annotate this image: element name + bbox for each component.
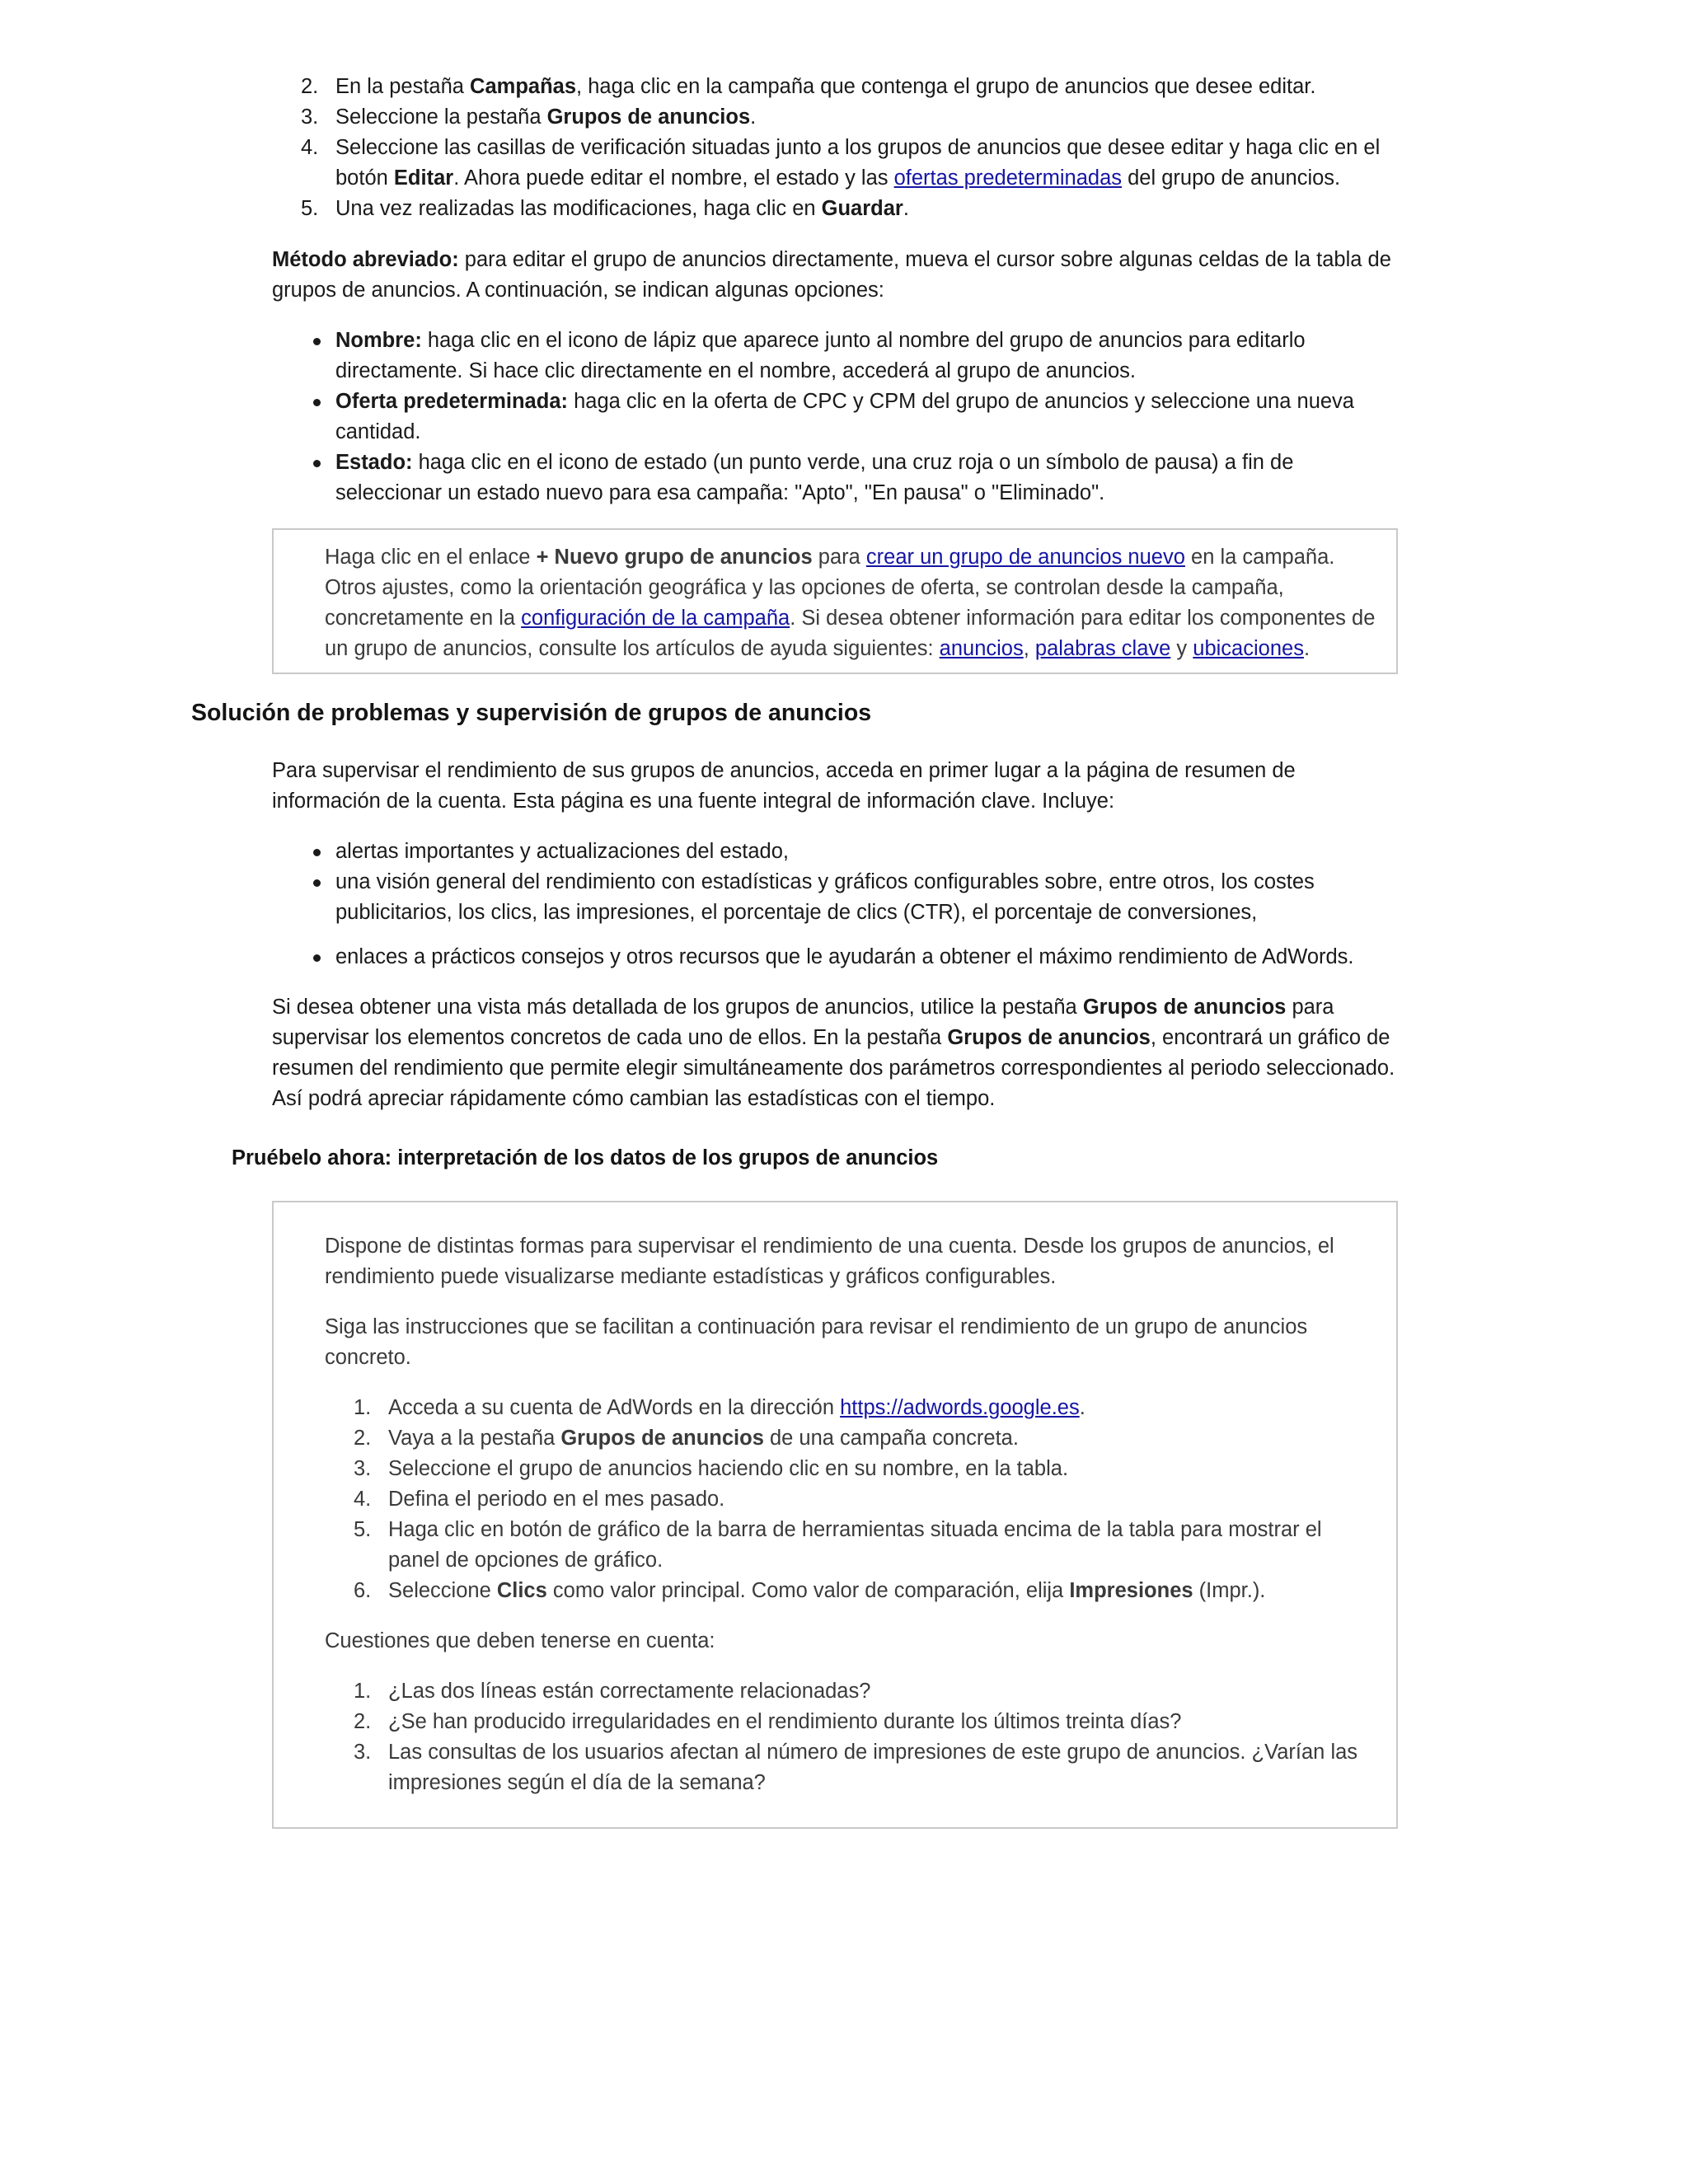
text-run: Vaya a la pestaña — [388, 1427, 561, 1450]
bullet-icon — [313, 338, 321, 345]
text-run: para — [812, 546, 866, 569]
shortcut-bullet-list — [272, 326, 1401, 509]
bullet-text: alertas importantes y actualizaciones del estado, — [335, 840, 789, 863]
bullet-text: haga clic en el icono de lápiz que aparece junto al nombre del grupo de anuncios para editarlo directamente. Si hace clic directamente en el nombre, accederá al grupo de anuncios. — [335, 329, 1306, 382]
text-run: del grupo de anuncios. — [1122, 166, 1341, 190]
text-run: (Impr.). — [1193, 1579, 1266, 1602]
list-item — [325, 1576, 1376, 1606]
bullet-text: enlaces a prácticos consejos y otros recursos que le ayudarán a obtener el máximo rendimiento de AdWords. — [335, 945, 1354, 968]
list-item — [272, 133, 1401, 194]
note-text — [325, 542, 1376, 664]
text-run: . — [1079, 1396, 1085, 1419]
bold-text: Grupos de anuncios — [947, 1026, 1151, 1049]
text-run: . — [903, 197, 909, 220]
bullet-icon — [313, 460, 321, 467]
list-item — [325, 1707, 1376, 1737]
list-number: 2. — [301, 75, 319, 98]
bullet-text: haga clic en el icono de estado (un punto verde, una cruz roja o un símbolo de pausa) a fin de seleccionar un estado nuevo para esa campaña: "Apto", "En pausa" o "Eliminado". — [335, 451, 1294, 504]
bullet-icon — [313, 849, 321, 856]
text-run: Haga clic en el enlace — [325, 546, 537, 569]
text-run: Seleccione la pestaña — [335, 105, 547, 129]
text-run: como valor principal. Como valor de comparación, elija — [546, 1579, 1070, 1602]
text-run: , haga clic en la campaña que contenga el grupo de anuncios que desee editar. — [576, 75, 1316, 98]
list-item — [325, 1454, 1376, 1484]
bullet-item — [272, 387, 1401, 448]
list-number: 4. — [301, 136, 319, 159]
monitor-bullet-list — [272, 837, 1401, 972]
text-run: Acceda a su cuenta de AdWords en la dirección — [388, 1396, 841, 1419]
bullet-icon — [313, 399, 321, 406]
try-paragraph-3: Cuestiones que deben tenerse en cuenta: — [325, 1629, 715, 1652]
list-number: 2. — [354, 1427, 372, 1450]
list-number: 3. — [354, 1457, 372, 1480]
bullet-icon — [313, 954, 321, 962]
bullet-icon — [313, 879, 321, 887]
bold-text: Guardar — [821, 197, 903, 220]
text-run: en la campaña. Otros ajustes, como la orientación geográfica y las opciones de oferta, se controlan desde la campaña, concretamente en la — [325, 546, 1335, 630]
text-run: Defina el periodo en el mes pasado. — [388, 1488, 725, 1511]
text-run: ¿Se han producido irregularidades en el rendimiento durante los últimos treinta días? — [388, 1710, 1182, 1733]
bullet-item — [272, 837, 1401, 867]
text-run: Seleccione las casillas de verificación situadas junto a los grupos de anuncios que desee editar y haga clic en el botón — [335, 136, 1381, 190]
text-run: Las consultas de los usuarios afectan al número de impresiones de este grupo de anuncios. ¿Varían las impresiones según el día de la semana? — [388, 1741, 1358, 1794]
detail-paragraph — [272, 992, 1401, 1114]
text-run: , — [1023, 637, 1035, 660]
try-paragraph-2: Siga las instrucciones que se facilitan a continuación para revisar el rendimiento de un grupo de anuncios concreto. — [325, 1315, 1308, 1369]
questions-list — [325, 1676, 1376, 1798]
text-run: Si desea obtener una vista más detallada de los grupos de anuncios, utilice la pestaña — [272, 996, 1083, 1019]
list-item — [325, 1737, 1376, 1798]
list-number: 2. — [354, 1710, 372, 1733]
bullet-label: Nombre: — [335, 329, 422, 352]
section-title: Solución de problemas y supervisión de grupos de anuncios — [191, 700, 872, 726]
inline-link[interactable]: crear un grupo de anuncios nuevo — [865, 546, 1185, 569]
text-run: . — [1303, 637, 1311, 660]
text-run: Haga clic en botón de gráfico de la barra de herramientas situada encima de la tabla para mostrar el panel de opciones de gráfico. — [388, 1518, 1322, 1572]
shortcut-label: Método abreviado: — [272, 248, 459, 271]
inline-link[interactable]: palabras clave — [1034, 637, 1171, 660]
list-number: 5. — [354, 1518, 372, 1541]
list-item — [325, 1393, 1376, 1423]
bold-text: Impresiones — [1069, 1579, 1193, 1602]
try-paragraph-1: Dispone de distintas formas para supervisar el rendimiento de una cuenta. Desde los grupos de anuncios, el rendimiento puede visualizarse mediante estadísticas y gráficos configurables. — [325, 1235, 1334, 1288]
list-item — [272, 72, 1401, 102]
try-steps-list — [325, 1393, 1376, 1606]
list-number: 3. — [354, 1741, 372, 1764]
text-run: , encontrará un gráfico de resumen del rendimiento que permite elegir simultáneamente dos parámetros correspondientes al periodo seleccionado. Así podrá apreciar rápidamente cómo cambian las estadísticas con el tiempo. — [272, 1026, 1395, 1110]
text-run: . Ahora puede editar el nombre, el estado y las — [453, 166, 894, 190]
list-number: 5. — [301, 197, 319, 220]
shortcut-paragraph — [272, 245, 1401, 306]
bold-text: Campañas — [470, 75, 577, 98]
text-run: Una vez realizadas las modificaciones, haga clic en — [335, 197, 822, 220]
shortcut-text: para editar el grupo de anuncios directamente, mueva el cursor sobre algunas celdas de la tabla de grupos de anuncios. A continuación, se indican algunas opciones: — [272, 248, 1391, 302]
list-number: 1. — [354, 1680, 372, 1703]
text-run: . Si desea obtener información para editar los componentes de un grupo de anuncios, consulte los artículos de ayuda siguientes: — [325, 607, 1376, 660]
list-number: 1. — [354, 1396, 372, 1419]
list-item — [325, 1515, 1376, 1576]
bullet-label: Estado: — [335, 451, 413, 474]
text-run: y — [1170, 637, 1193, 660]
list-number: 6. — [354, 1579, 372, 1602]
bullet-item — [272, 942, 1401, 972]
bullet-text: haga clic en la oferta de CPC y CPM del grupo de anuncios y seleccione una nueva cantidad. — [335, 390, 1354, 443]
text-run: En la pestaña — [335, 75, 471, 98]
list-item — [325, 1676, 1376, 1707]
inline-link[interactable]: ofertas predeterminadas — [893, 166, 1123, 190]
bullet-label: Oferta predeterminada: — [335, 390, 568, 413]
text-run: ¿Las dos líneas están correctamente relacionadas? — [388, 1680, 871, 1703]
bullet-item — [272, 867, 1401, 928]
bullet-item — [272, 326, 1401, 387]
try-it-box — [272, 1201, 1398, 1829]
list-item — [272, 102, 1401, 133]
text-run: para supervisar los elementos concretos de cada uno de ellos. En la pestaña — [272, 996, 1334, 1049]
list-number: 4. — [354, 1488, 372, 1511]
inline-link[interactable]: ubicaciones — [1193, 637, 1304, 660]
bullet-item — [272, 448, 1401, 509]
monitor-intro-text: Para supervisar el rendimiento de sus grupos de anuncios, acceda en primer lugar a la página de resumen de información de la cuenta. Esta página es una fuente integral de información clave. Incluye: — [272, 759, 1296, 813]
text-run: de una campaña concreta. — [763, 1427, 1019, 1450]
text-run: Seleccione — [388, 1579, 497, 1602]
text-run: Seleccione el grupo de anuncios haciendo clic en su nombre, en la tabla. — [388, 1457, 1069, 1480]
monitor-intro — [272, 756, 1401, 817]
bold-text: Editar — [393, 166, 454, 190]
inline-link[interactable]: https://adwords.google.es — [840, 1396, 1080, 1419]
list-number: 3. — [301, 105, 319, 129]
bold-text: Grupos de anuncios — [546, 105, 751, 129]
bold-text: Clics — [496, 1579, 547, 1602]
list-item — [272, 194, 1401, 224]
text-run: . — [750, 105, 757, 129]
bold-text: Grupos de anuncios — [560, 1427, 764, 1450]
bold-text: Grupos de anuncios — [1082, 996, 1287, 1019]
note-box-new-ad-group — [272, 528, 1398, 674]
bold-text: + Nuevo grupo de anuncios — [536, 546, 813, 569]
bullet-text: una visión general del rendimiento con estadísticas y gráficos configurables sobre, entre otros, los costes publicitarios, los clics, las impresiones, el porcentaje de clics (CTR), el porcentaje de conversiones, — [335, 870, 1315, 924]
try-it-title: Pruébelo ahora: interpretación de los datos de los grupos de anuncios — [232, 1146, 939, 1169]
list-item — [325, 1423, 1376, 1454]
inline-link[interactable]: configuración de la campaña — [521, 607, 790, 630]
inline-link[interactable]: anuncios — [939, 637, 1024, 660]
steps-top-list — [272, 72, 1401, 224]
list-item — [325, 1484, 1376, 1515]
